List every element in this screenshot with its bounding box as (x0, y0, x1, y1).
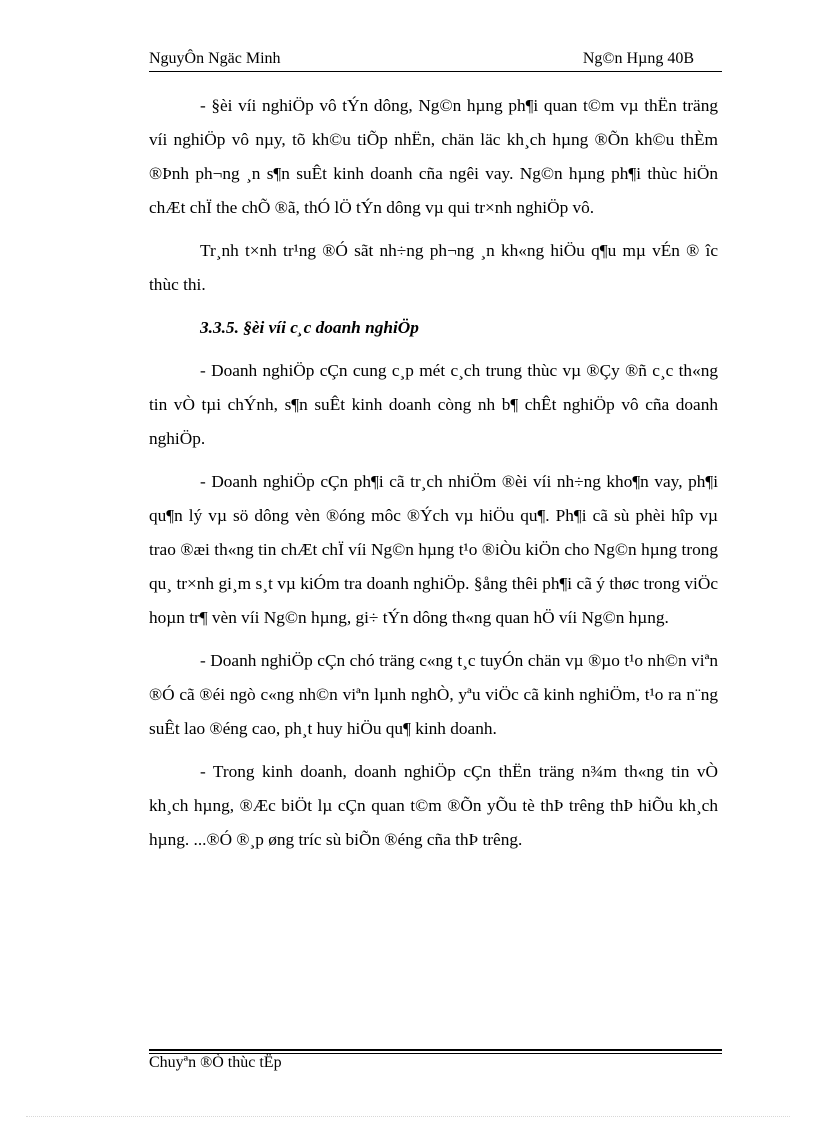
header-author: NguyÔn Ngäc Minh (149, 50, 281, 67)
paragraph-market-information: - Trong kinh doanh, doanh nghiÖp cÇn thËn träng n¾m th«ng tin vÒ kh¸ch hµng, ®Æc biÖt lµ cÇn quan t©m ®Õn yÕu tè thÞ trêng thÞ hiÕu kh¸ch hµng. ...®Ó ®¸p øng tríc sù biÕn ®éng cña thÞ trêng. (149, 762, 718, 849)
paragraph-information-supply: - Doanh nghiÖp cÇn cung c¸p mét c¸ch trung thùc vµ ®Çy ®ñ c¸c th«ng tin vÒ tµi chÝnh, s¶n suÊt kinh doanh còng nh b¶ chÊt nghiÖp vô cña doanh nghiÖp. (149, 361, 718, 448)
page-header (149, 50, 722, 72)
document-body (149, 89, 718, 866)
header-class-name: Ng©n Hµng 40B (582, 50, 694, 67)
page-edge (26, 1116, 790, 1117)
section-heading: 3.3.5. §èi víi c¸c doanh nghiÖp (200, 318, 419, 337)
paragraph-staff-training: - Doanh nghiÖp cÇn chó träng c«ng t¸c tuyÓn chän vµ ®µo t¹o nh©n viªn ®Ó cã ®éi ngò c«ng nh©n viªn lµnh nghÒ, yªu viÖc cã kinh nghiÖm, t¹o ra n¨ng suÊt lao ®éng cao, ph¸t huy hiÖu qu¶ kinh doanh. (149, 651, 718, 738)
paragraph-credit-operations: - §èi víi nghiÖp vô tÝn dông, Ng©n hµng ph¶i quan t©m vµ thËn träng víi nghiÖp vô nµy, tõ kh©u tiÕp nhËn, chän läc kh¸ch hµng ®Õn kh©u thÈm ®Þnh ph¬ng ¸n s¶n suÊt kinh doanh cña ngêi vay. Ng©n hµng ph¶i thùc hiÖn chÆt chÏ the chÕ ®ã, thÓ lÖ tÝn dông vµ qui tr×nh nghiÖp vô. (149, 96, 718, 217)
paragraph-loan-responsibility: - Doanh nghiÖp cÇn ph¶i cã tr¸ch nhiÖm ®èi víi nh÷ng kho¶n vay, ph¶i qu¶n lý vµ sö dông vèn ®óng môc ®Ých vµ hiÖu qu¶. Ph¶i cã sù phèi hîp vµ trao ®æi th«ng tin chÆt chÏ víi Ng©n hµng t¹o ®iÒu kiÖn cho Ng©n hµng trong qu¸ tr×nh gi¸m s¸t vµ kiÓm tra doanh nghiÖp. §ång thêi ph¶i cã ý thøc trong viÖc hoµn tr¶ vèn víi Ng©n hµng, gi÷ tÝn dông th«ng quan hÖ víi Ng©n hµng. (149, 472, 718, 627)
page-footer: Chuyªn ®Ò thùc tËp (149, 1054, 282, 1071)
header-rule (149, 71, 722, 72)
footer-rule-thick (149, 1049, 722, 1051)
paragraph-avoid-omission: Tr¸nh t×nh tr¹ng ®Ó sãt nh÷ng ph¬ng ¸n kh«ng hiÖu q¶u mµ vÉn ® îc thùc thi. (149, 241, 718, 294)
